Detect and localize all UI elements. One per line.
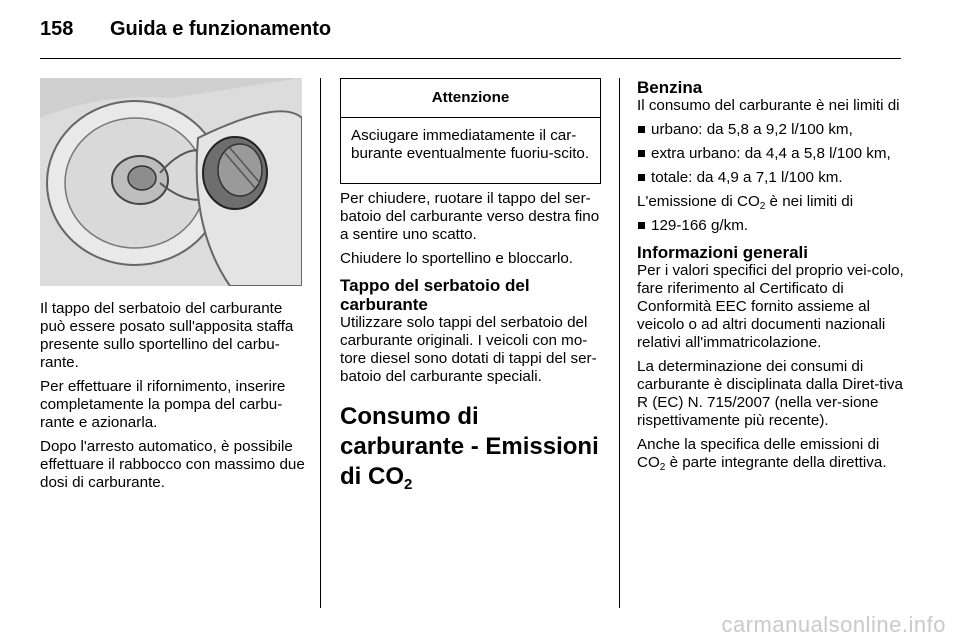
warning-text: Asciugare immediatamente il car-burante eventualmente fuoriu-scito.	[351, 127, 590, 162]
paragraph: Per chiudere, ruotare il tappo del ser-batoio del carburante verso destra fino a sentire uno scatto.	[340, 190, 600, 243]
warning-title: Attenzione	[341, 79, 600, 118]
warning-box	[340, 78, 601, 184]
chapter-heading: Consumo di carburante - Emissioni di $CO_2$	[340, 403, 599, 493]
page-number: 158	[40, 18, 74, 40]
list-item: urbano: da 5,8 a 9,2 l/100 km,	[637, 121, 907, 139]
fuel-filler-illustration	[40, 78, 302, 286]
column-divider-1	[320, 78, 321, 608]
bullet-list	[637, 217, 907, 235]
paragraph: L'emissione di $CO_2$ è nei limiti di	[637, 193, 854, 212]
paragraph: Per i valori specifici del proprio vei-colo, fare riferimento al Certificato di Conformità EEC fornito assieme al veicolo o ad altri documenti nazionali relativi all'immatricolazione.	[637, 262, 904, 351]
list-item: extra urbano: da 4,4 a 5,8 l/100 km,	[637, 145, 907, 163]
header-rule	[40, 58, 901, 59]
paragraph: La determinazione dei consumi di carburante è disciplinata dalla Diret-tiva R (EC) N. 715/2007 (nella ver-sione rispettivamente più recente).	[637, 358, 903, 429]
bullet-list	[637, 121, 907, 187]
section-heading: Benzina	[637, 78, 703, 97]
paragraph: Dopo l'arresto automatico, è possibile effettuare il rabbocco con massimo due dosi di carburante.	[40, 438, 305, 491]
column-2	[340, 190, 605, 492]
paragraph: Per effettuare il rifornimento, inserire completamente la pompa del carbu-rante e azionarla.	[40, 378, 286, 431]
paragraph: Chiudere lo sportellino e bloccarlo.	[340, 250, 574, 267]
column-1	[40, 300, 305, 498]
paragraph: Il tappo del serbatoio del carburante può essere posato sull'apposita staffa presente sullo sportellino del carbu-rante.	[40, 300, 294, 371]
section-heading: Informazioni generali	[637, 243, 808, 262]
paragraph: Anche la specifica delle emissioni di $CO_2$ è parte integrante della direttiva.	[637, 436, 887, 473]
column-3	[637, 78, 907, 478]
column-divider-2	[619, 78, 620, 608]
paragraph: Utilizzare solo tappi del serbatoio del carburante originali. I veicoli con mo-tore diesel sono dotati di tappi del ser-batoio del carburante speciali.	[340, 314, 597, 385]
page-header	[40, 18, 331, 41]
watermark: carmanualsonline.info	[721, 612, 946, 637]
section-heading: Tappo del serbatoio del carburante	[340, 276, 530, 314]
paragraph: Il consumo del carburante è nei limiti di	[637, 97, 900, 114]
list-item: 129-166 g/km.	[637, 217, 907, 235]
page-title: Guida e funzionamento	[110, 18, 332, 40]
list-item: totale: da 4,9 a 7,1 l/100 km.	[637, 169, 907, 187]
